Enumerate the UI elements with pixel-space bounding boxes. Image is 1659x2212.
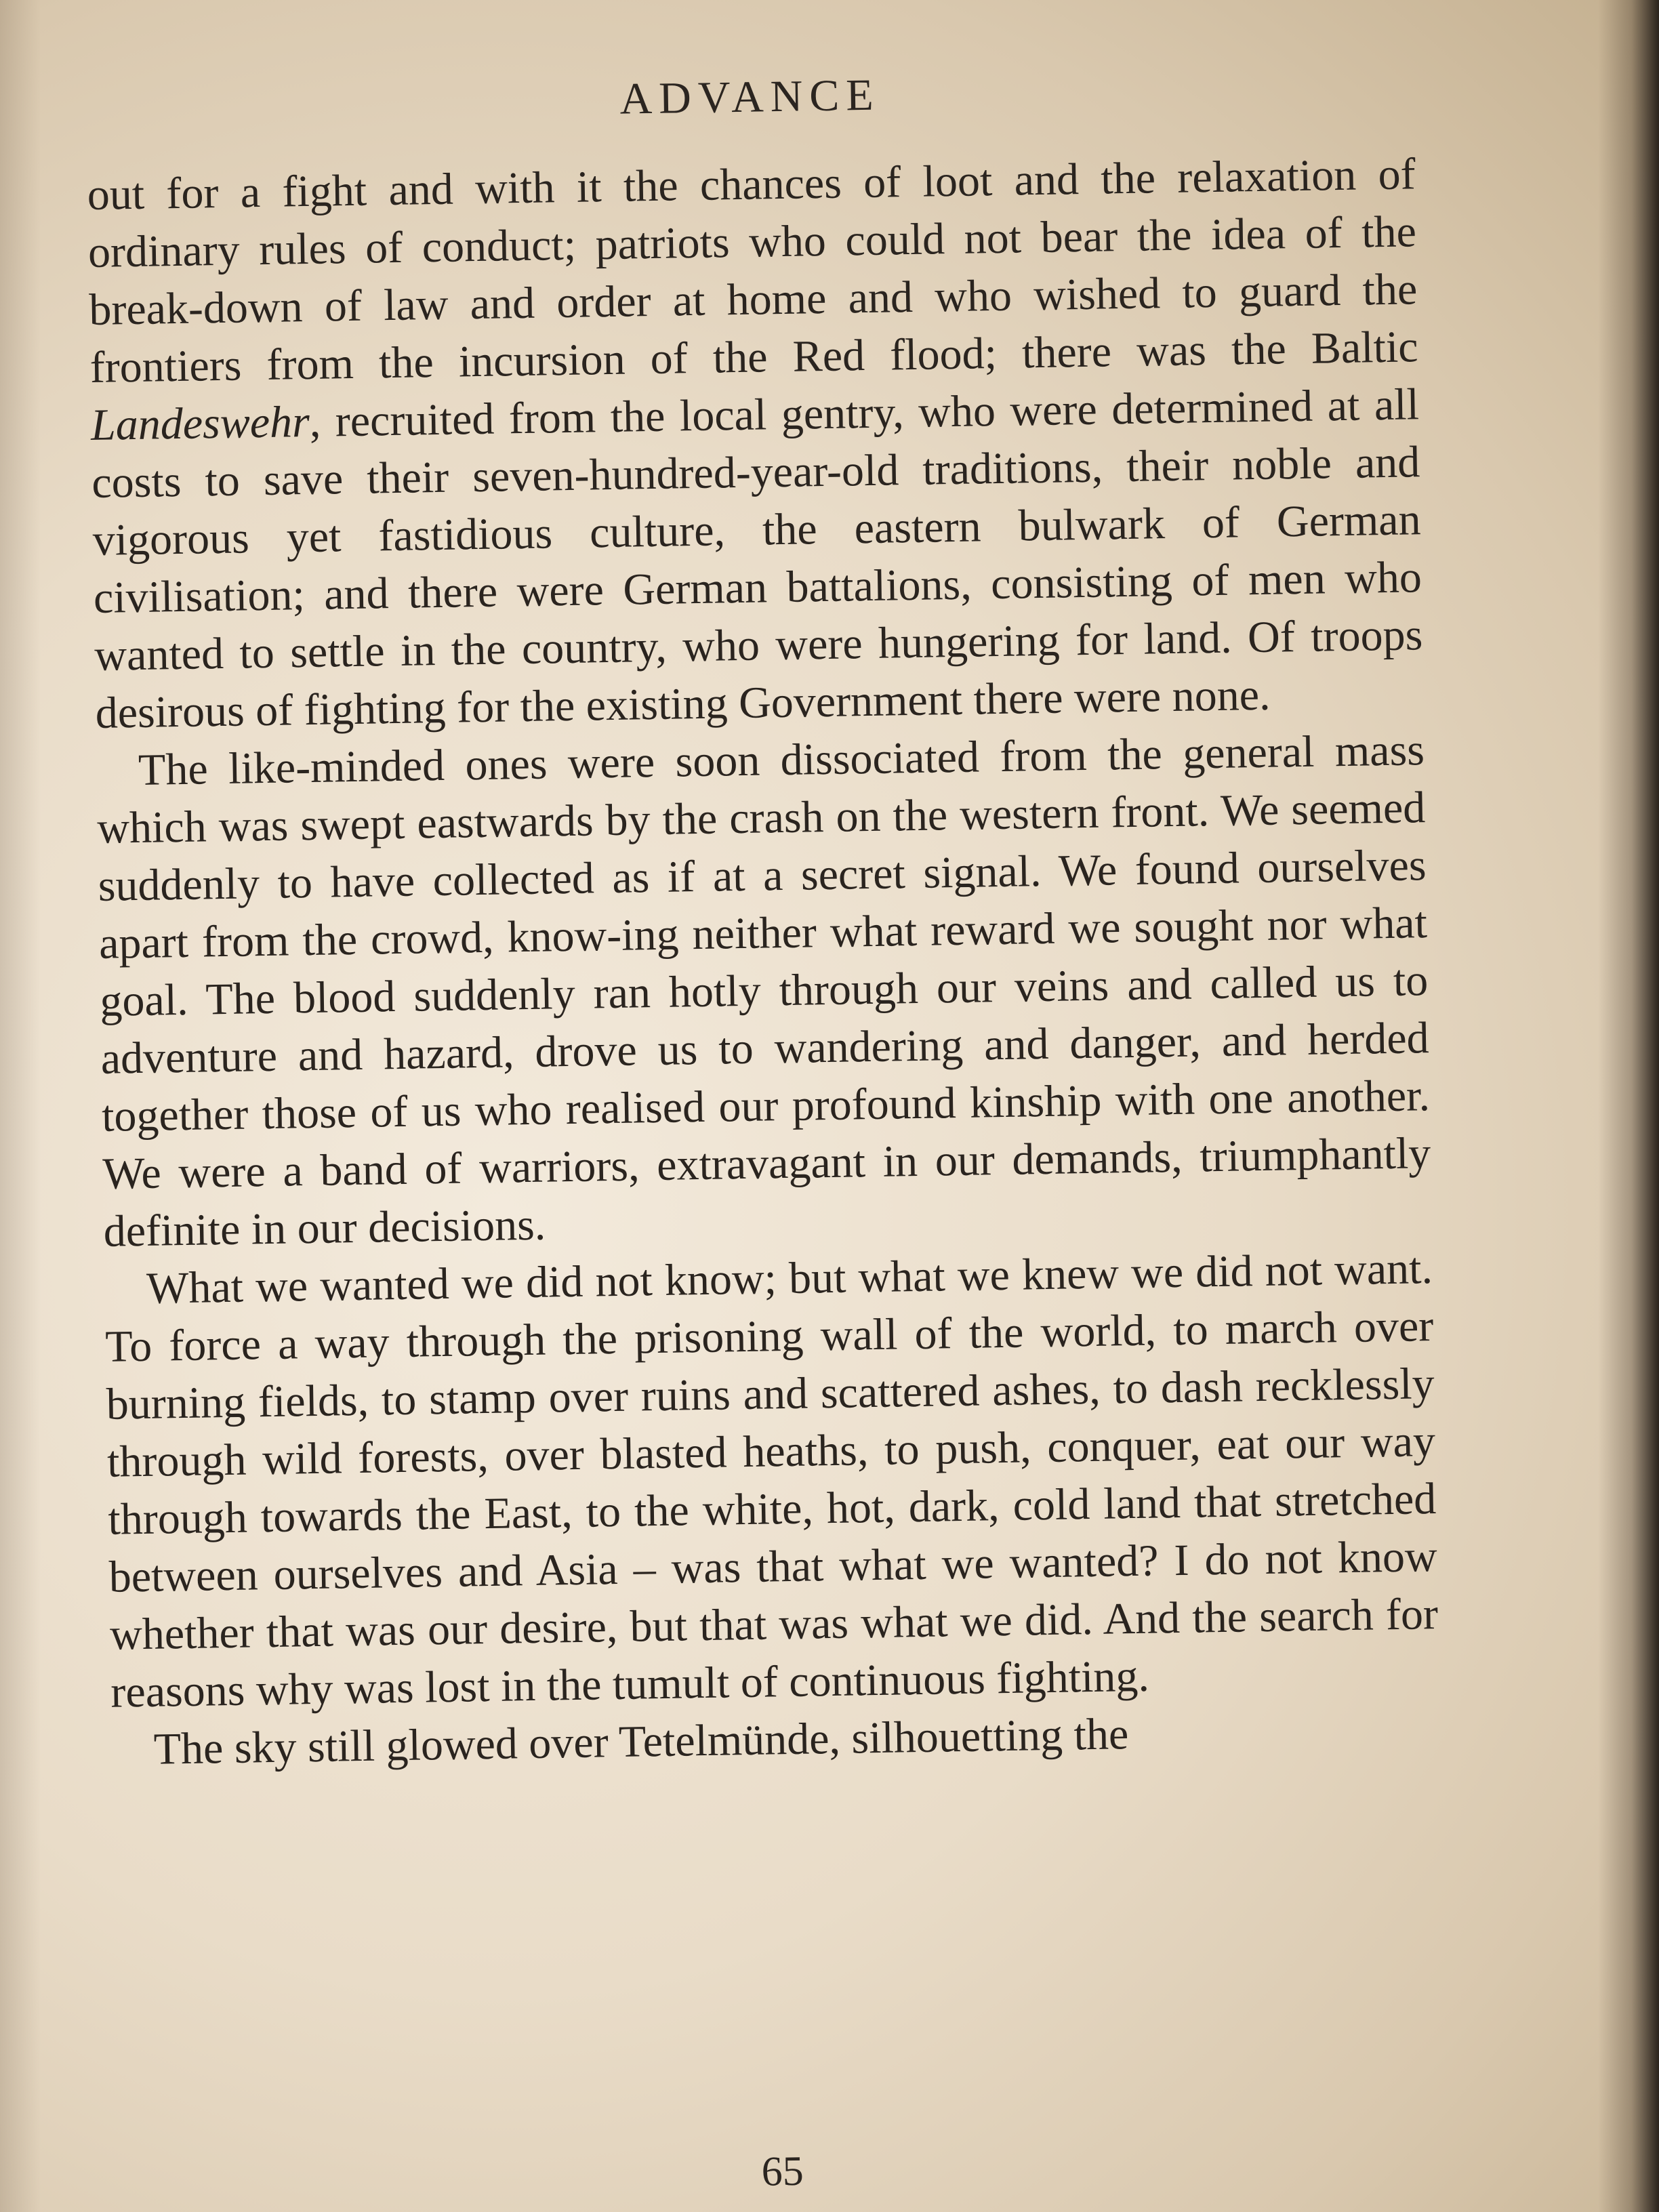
- paragraph-1-italic: Landeswehr: [90, 396, 310, 450]
- page-number: 65: [761, 2148, 804, 2195]
- page-body: [87, 145, 1440, 1778]
- paragraph-3: What we wanted we did not know; but what we knew we did not want. To force a way through the prisoning wall of the world, to march over burning fields, to stamp over ruins and scattered ashes, to dash recklessly through wild forests, over blasted heaths, to push, conquer, eat our way through towards the East, to the white, hot, dark, cold land that stretched between ourselves and Asia – was that what we wanted? I do not know whether that was our desire, but that was what we did. And the search for reasons why was lost in the tumult of continuous fighting.: [104, 1244, 1439, 1717]
- paragraph-2: The like-minded ones were soon dissociated from the general mass which was swept eastwards by the crash on the western front. We seemed suddenly to have collected as if at a secret signal. We found ourselves apart from the crowd, know-ing neither what reward we sought nor what goal. The blood suddenly ran hotly through our veins and called us to adventure and hazard, drove us to wandering and danger, and herded together those of us who realised our profound kinship with one another. We were a band of warriors, extravagant in our demands, triumphantly definite in our decisions.: [96, 725, 1431, 1256]
- paragraph-4: The sky still glowed over Tetelmünde, silhouetting the: [153, 1709, 1129, 1774]
- paragraph-1: [87, 145, 1424, 742]
- running-head: ADVANCE: [619, 70, 881, 124]
- paragraph-1-text-b: , recruited from the local gentry, who were determined at all costs to save their seven-hundred-year-old traditions, their noble and vigorous yet fastidious culture, the eastern bulwark of German civilisation; and there were German battalions, consisting of men who wanted to settle in the country, who were hungering for land. Of troops desirous of fighting for the existing Government there were none.: [91, 380, 1423, 738]
- paragraph-1-text-a: out for a fight and with it the chances of loot and the relaxation of ordinary rules of conduct; patriots who could not bear the idea of the break-down of law and order at home and who wished to guard the frontiers from the incursion of the Red flood; there was the Baltic: [87, 149, 1419, 393]
